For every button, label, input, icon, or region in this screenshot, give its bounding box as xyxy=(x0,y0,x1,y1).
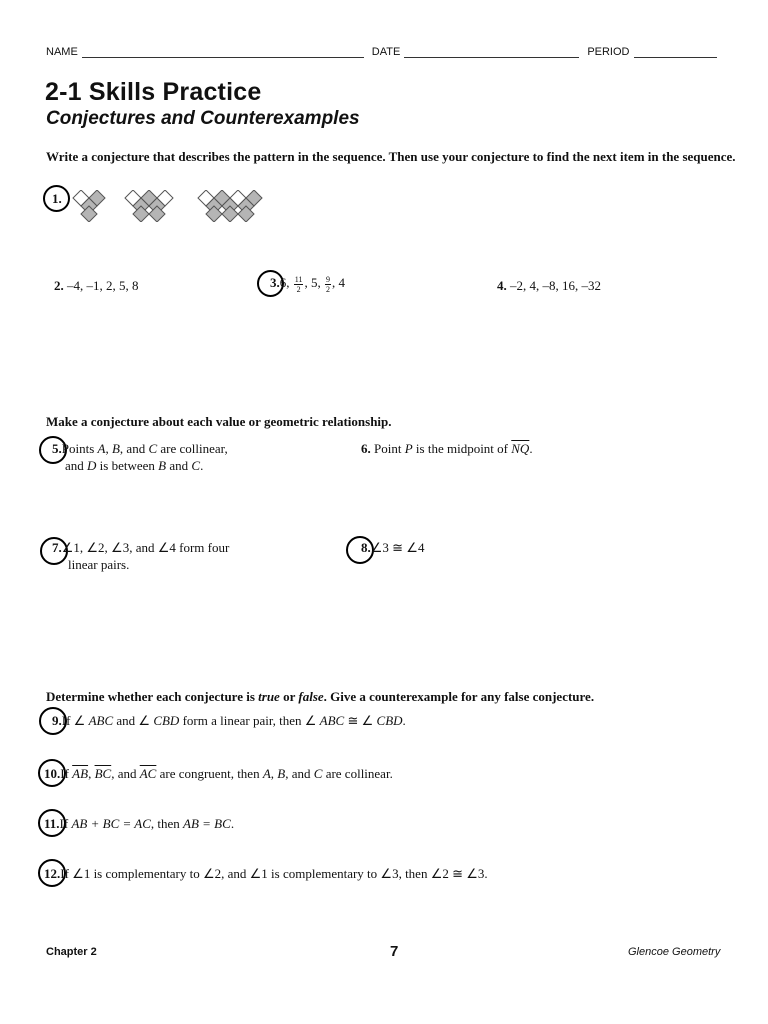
q12: 12.If ∠1 is complementary to ∠2, and ∠1 is complementary to ∠3, then ∠2 ≅ ∠3. xyxy=(44,866,488,881)
section2-instruction: Make a conjecture about each value or geometric relationship. xyxy=(46,414,392,429)
date-field[interactable] xyxy=(404,47,579,58)
name-field[interactable] xyxy=(82,47,364,58)
q9: 9.If ∠ ABC and ∠ CBD form a linear pair, then ∠ ABC ≅ ∠ CBD. xyxy=(52,713,406,728)
page-subtitle: Conjectures and Counterexamples xyxy=(46,108,360,129)
name-label: NAME xyxy=(46,46,78,58)
q4: 4. –2, 4, –8, 16, –32 xyxy=(497,278,601,293)
segment-ac: $\overline{AC}$ xyxy=(139,766,157,781)
segment-bc: $\overline{BC}$ xyxy=(94,766,112,781)
q5: 5.Points A, B, and C are collinear, and D is between B and C. xyxy=(52,441,228,473)
footer-book-title: Glencoe Geometry xyxy=(628,946,721,958)
q6: 6. Point P is the midpoint of $\overline{NQ}$. xyxy=(361,441,533,456)
period-label: PERIOD xyxy=(587,46,630,58)
q11: 11.If AB + BC = AC, then AB = BC. xyxy=(44,816,235,831)
q1-diamond-pattern xyxy=(70,190,280,222)
q3-fraction-1: $\frac{11}{2}$ xyxy=(294,274,303,294)
header-row xyxy=(46,46,722,58)
q10: 10.If $\overline{AB}$, $\overline{BC}$, and $\overline{AC}$ are congruent, then A, B, and C are collinear. xyxy=(44,766,393,781)
period-field[interactable] xyxy=(634,47,717,58)
q8: 8.∠3 ≅ ∠4 xyxy=(361,540,425,555)
page-title: 2-1 Skills Practice xyxy=(45,78,262,106)
segment-nq: $\overline{NQ}$ xyxy=(511,441,530,456)
section3-instruction: Determine whether each conjecture is true or false. Give a counterexample for any false conjecture. xyxy=(46,689,595,704)
q7: 7.∠1, ∠2, ∠3, and ∠4 form four linear pairs. xyxy=(52,540,230,572)
q1-number: 1. xyxy=(52,191,62,206)
footer-chapter: Chapter 2 xyxy=(46,946,97,958)
q3-fraction-2: $\frac{9}{2}$ xyxy=(325,274,330,294)
footer-page-number: 7 xyxy=(390,943,399,960)
date-label: DATE xyxy=(371,46,401,58)
segment-ab: $\overline{AB}$ xyxy=(72,766,89,781)
section1-instruction: Write a conjecture that describes the pattern in the sequence. Then use your conjecture to find the next item in the sequence. xyxy=(46,149,736,164)
q3: 3.6, $\frac{11}{2}$ , 5, $\frac{9}{2}$ , 4 xyxy=(270,274,345,294)
q2: 2. –4, –1, 2, 5, 8 xyxy=(54,278,139,293)
